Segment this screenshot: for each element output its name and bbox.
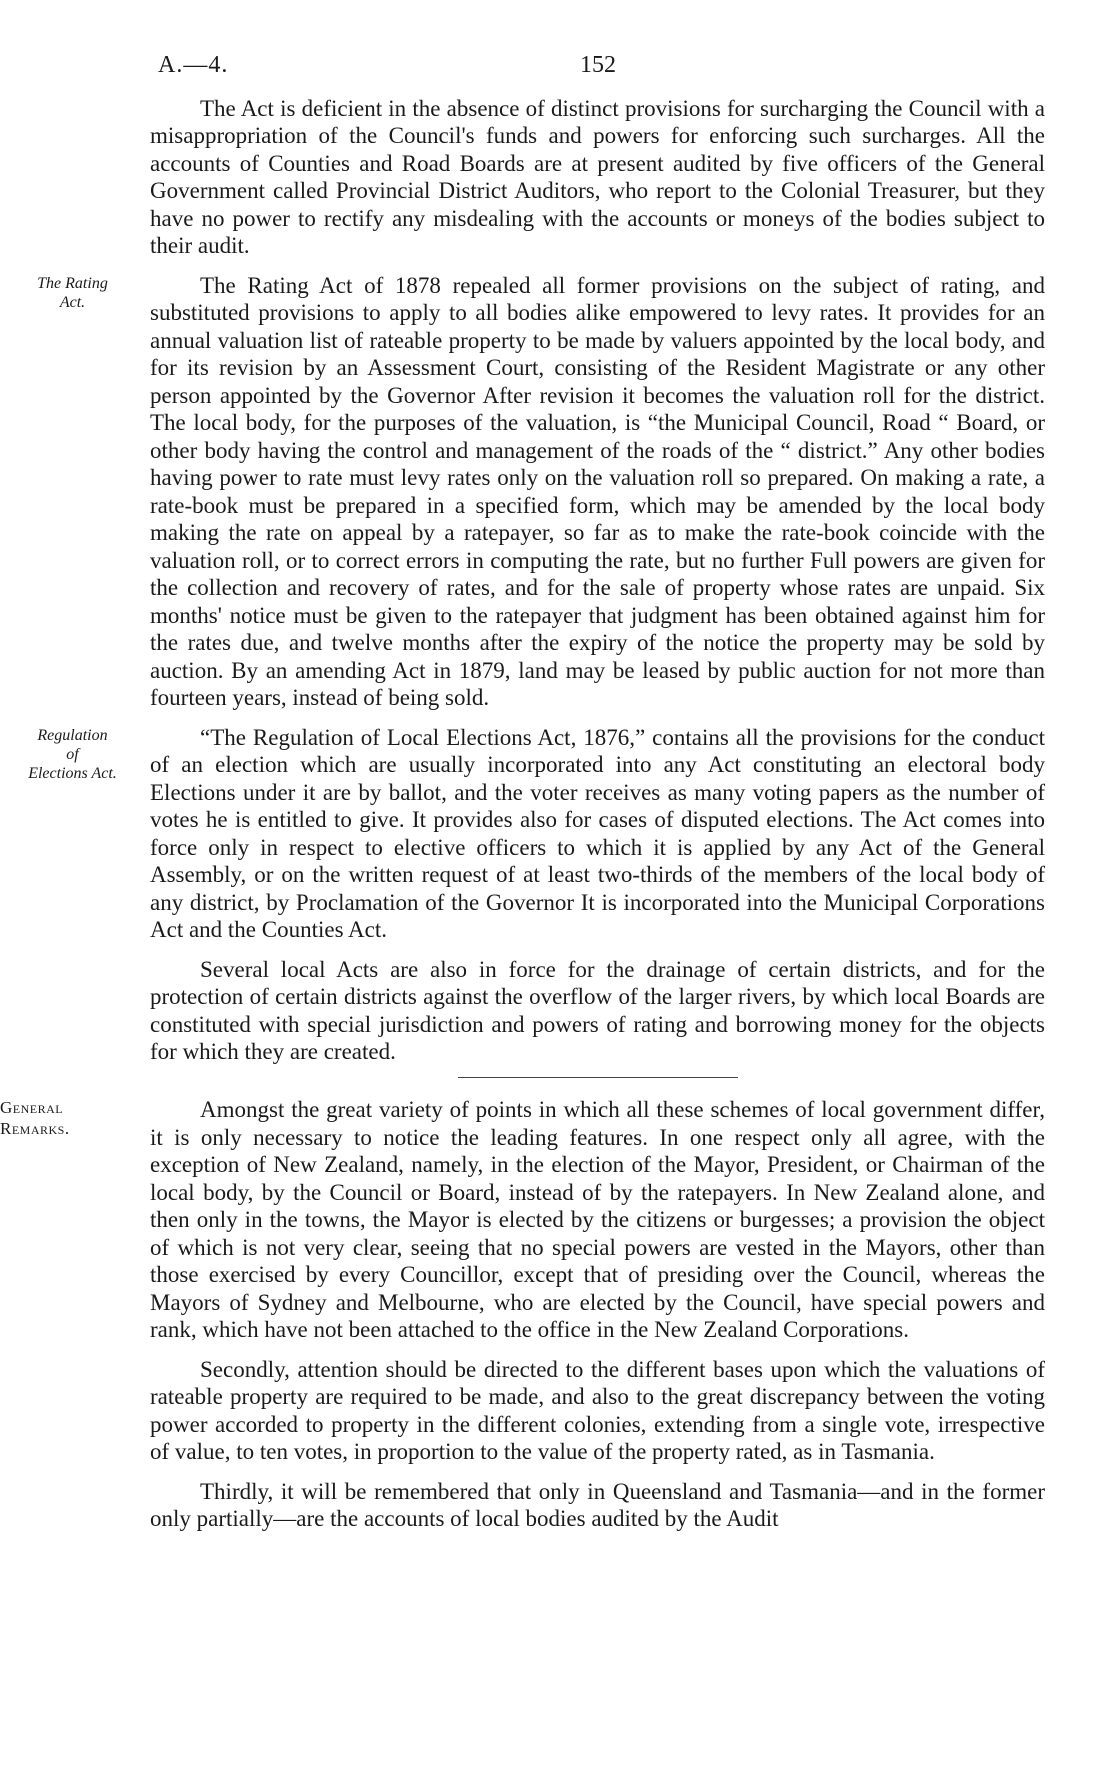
side-note-line: of: [66, 745, 79, 763]
side-note-elections-act: [5, 726, 140, 784]
paragraph-text: Several local Acts are also in force for the drainage of certain districts, and for the protection of certain districts against the overflow of the larger rivers, by which local Boards are constituted with special jurisdiction and powers of rating and borrowing money for the objects for which they are created.: [150, 956, 1045, 1064]
paragraph-text: Thirdly, it will be remembered that only in Queensland and Tasmania—and in the former only partially—are the accounts of local bodies audited by the Audit: [150, 1478, 1045, 1532]
side-note-line: Elections Act.: [28, 765, 117, 783]
section-divider: [458, 1077, 738, 1078]
side-note-line: The Rating: [37, 274, 108, 292]
side-note-line: Regulation: [37, 726, 108, 744]
document-reference: A.—4.: [158, 52, 229, 78]
paragraph-text: Amongst the great variety of points in which all these schemes of local government differ, it is only necessary to notice the leading features. In one respect only all agree, with the exception of New Zealand, namely, in the election of the Mayor, President, or Chairman of the local body, by the Council or Board, instead of by the ratepayers. In New Zealand alone, and then only in the towns, the Mayor is elected by the citizens or burgesses; a provision the object of which is not very clear, seeing that no special powers are vested in the Mayors, other than those exercised by every Councillor, except that of presiding over the Council, whereas the Mayors of Sydney and Melbourne, who are elected by the Council, have special powers and rank, which have not been attached to the office in the New Zealand Corporations.: [150, 1097, 1045, 1343]
paragraph-valuations: [150, 1356, 1045, 1466]
paragraph-general-remarks: [0, 1096, 1045, 1343]
page-header: [0, 42, 1114, 82]
paragraph-text: The Rating Act of 1878 repealed all former provisions on the subject of rating, and substituted provisions to apply to all bodies alike empowered to levy rates. It provides for an annual valuation list of rateable property to be made by valuers appointed by the local body, and for its revision by an Assessment Court, consisting of the Resident Magistrate or any other person appointed by the Governor After revision it becomes the valuation roll for the district. The local body, for the purposes of the valuation, is “the Municipal Council, Road “ Board, or other body having the control and management of the roads of the “ district.” Any other bodies having power to rate must levy rates only on the valuation roll so prepared. On making a rate, a rate-book must be prepared in a specified form, which may be amended by the local body making the rate on appeal by a ratepayer, so far as to make the rate-book coincide with the valuation roll, or to correct errors in computing the rate, but no further Full powers are given for the collection and recovery of rates, and for the sale of property whose rates are unpaid. Six months' notice must be given to the ratepayer that judgment has been obtained against him for the rates due, and twelve months after the expiry of the notice the property may be sold by auction. By an amending Act in 1879, land may be leased by public auction for not more than fourteen years, instead of being sold.: [150, 272, 1045, 711]
paragraph-audit-accounts: [150, 1478, 1045, 1533]
side-note-line: Act.: [59, 294, 86, 312]
paragraph-elections-act: [28, 724, 1045, 944]
paragraph-local-acts: [150, 956, 1045, 1066]
paragraph-rating-act: [37, 272, 1045, 712]
page-number: 152: [580, 52, 616, 78]
paragraph-text: “The Regulation of Local Elections Act, 1876,” contains all the provisions for the conduct of an election which are usually incorporated into any Act constituting an electoral body Elections under it are by ballot, and the voter receives as many voting papers as the number of votes he is entitled to give. It provides also for cases of disputed elections. The Act comes into force only in respect to elective officers to which it is applied by any Act of the General Assembly, or on the written request of at least two-thirds of the members of the local body of any district, by Proclamation of the Governor It is incorporated into the Municipal Corporations Act and the Counties Act.: [150, 724, 1045, 943]
paragraph-text: The Act is deficient in the absence of distinct provisions for surcharging the Council with a misappropriation of the Council's funds and powers for enforcing such surcharges. All the accounts of Counties and Road Boards are at present audited by five officers of the General Government called Provincial District Auditors, who report to the Colonial Treasurer, but they have no power to rectify any misdealing with the accounts or moneys of the bodies subject to their audit.: [150, 96, 1045, 259]
paragraph-text: Secondly, attention should be directed to the different bases upon which the valuations of rateable property are required to be made, and also to the great discrepancy between the voting power accorded to property in the different colonies, extending from a single vote, irrespective of value, to ten votes, in proportion to the value of the property rated, as in Tasmania.: [150, 1356, 1045, 1465]
side-note-general-remarks: [0, 1098, 135, 1139]
side-note-line: General: [0, 1098, 64, 1118]
paragraph-audit-deficiency: [150, 95, 1045, 260]
page-body: [0, 95, 1045, 1545]
side-note-rating-act: [5, 274, 140, 312]
side-note-line: Remarks.: [0, 1118, 70, 1138]
